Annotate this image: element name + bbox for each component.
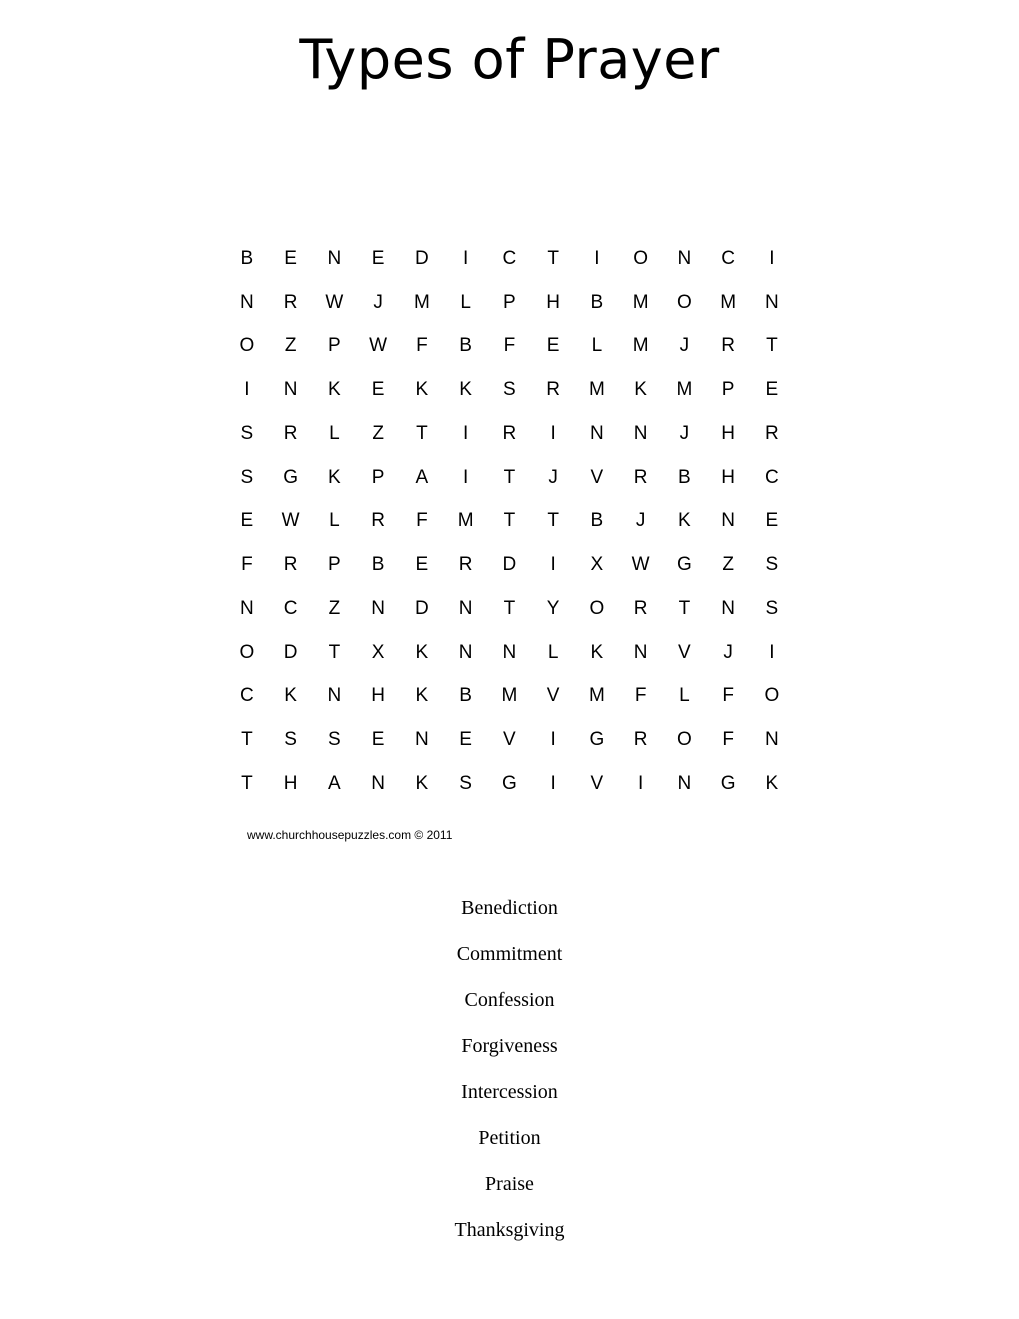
grid-letter: M <box>720 291 737 313</box>
grid-letter: V <box>678 641 691 663</box>
grid-letter: K <box>634 379 647 401</box>
grid-letter: L <box>329 422 340 444</box>
grid-letter: N <box>415 729 429 751</box>
grid-letter: I <box>550 554 556 576</box>
grid-letter: S <box>284 729 297 751</box>
grid-letter: C <box>502 247 517 269</box>
grid-letter: N <box>721 510 735 532</box>
grid-letter: V <box>546 685 560 707</box>
grid-letter: F <box>503 335 516 357</box>
grid-letter: G <box>676 554 692 576</box>
grid-letter: W <box>325 291 344 313</box>
grid-letter: J <box>679 422 690 444</box>
grid-letter: Z <box>722 554 734 576</box>
grid-letter: L <box>591 335 603 357</box>
grid-letter: H <box>283 772 298 794</box>
grid-letter: N <box>633 422 648 444</box>
grid-letter: M <box>632 291 649 313</box>
grid-letter: S <box>240 422 254 444</box>
grid-letter: N <box>371 772 385 794</box>
grid-letter: M <box>676 379 693 401</box>
grid-letter: J <box>679 335 690 357</box>
grid-letter: T <box>241 772 253 794</box>
grid-letter: C <box>721 247 735 269</box>
grid-letter: L <box>460 291 471 313</box>
word-list-item: Praise <box>485 1173 534 1195</box>
grid-letter: J <box>723 641 733 663</box>
grid-letter: T <box>547 247 559 269</box>
word-list-item: Confession <box>464 989 555 1011</box>
grid-letter: I <box>769 641 775 663</box>
grid-letter: N <box>502 641 517 663</box>
grid-letter: V <box>590 772 604 794</box>
grid-letter: X <box>590 554 604 576</box>
grid-letter: T <box>678 597 691 619</box>
grid-letter: N <box>677 247 692 269</box>
grid-letter: S <box>240 466 254 488</box>
grid-letter: R <box>283 291 298 313</box>
grid-letter: Z <box>328 597 341 619</box>
grid-letter: G <box>283 466 299 488</box>
grid-letter: L <box>329 510 340 532</box>
grid-letter: S <box>503 379 516 401</box>
grid-letter: M <box>413 291 430 313</box>
grid-letter: E <box>415 554 429 576</box>
grid-letter: R <box>458 554 473 576</box>
grid-letter: P <box>371 466 385 488</box>
grid-letter: T <box>328 641 341 663</box>
grid-letter: L <box>547 641 559 663</box>
copyright-credit: www.churchhousepuzzles.com © 2011 <box>247 828 453 842</box>
grid-letter: E <box>546 335 560 357</box>
grid-letter: S <box>765 597 779 619</box>
grid-letter: I <box>462 466 469 488</box>
grid-letter: E <box>371 247 385 269</box>
grid-letter: M <box>501 685 518 707</box>
grid-letter: L <box>679 685 690 707</box>
grid-letter: E <box>284 247 297 269</box>
grid-letter: N <box>327 685 342 707</box>
grid-letter: B <box>678 466 691 488</box>
grid-letter: P <box>721 379 735 401</box>
grid-letter: E <box>240 510 254 532</box>
grid-letter: M <box>588 685 605 707</box>
grid-letter: K <box>328 466 341 488</box>
grid-letter: M <box>457 510 474 532</box>
grid-letter: G <box>589 729 605 751</box>
grid-letter: C <box>765 466 779 488</box>
grid-letter: T <box>766 335 778 357</box>
grid-letter: I <box>550 729 556 751</box>
grid-letter: H <box>721 422 735 444</box>
grid-letter: J <box>373 291 383 313</box>
grid-letter: O <box>239 335 255 357</box>
grid-letter: N <box>677 772 692 794</box>
grid-letter: E <box>371 729 385 751</box>
grid-letter: R <box>633 597 648 619</box>
grid-letter: N <box>240 597 254 619</box>
grid-letter: K <box>415 641 429 663</box>
word-list-item: Forgiveness <box>461 1035 558 1057</box>
word-list-item: Petition <box>478 1127 541 1149</box>
grid-letter: G <box>501 772 517 794</box>
grid-letter: M <box>588 379 605 401</box>
word-list-item: Intercession <box>461 1081 558 1103</box>
grid-letter: B <box>371 554 385 576</box>
grid-letter: K <box>459 379 472 401</box>
grid-letter: O <box>676 729 692 751</box>
grid-letter: T <box>241 729 253 751</box>
grid-letter: I <box>462 247 469 269</box>
grid-letter: R <box>765 422 779 444</box>
word-search-grid <box>225 237 795 806</box>
grid-letter: B <box>590 291 604 313</box>
grid-letter: I <box>462 422 469 444</box>
grid-letter: K <box>415 685 429 707</box>
grid-letter: T <box>503 597 516 619</box>
grid-letter: E <box>765 510 779 532</box>
grid-letter: I <box>594 247 600 269</box>
word-list-item: Commitment <box>456 943 563 965</box>
grid-letter: D <box>415 247 429 269</box>
grid-letter: Z <box>284 335 297 357</box>
word-list-item: Thanksgiving <box>454 1219 565 1241</box>
grid-letter: R <box>633 466 648 488</box>
grid-letter: X <box>371 641 385 663</box>
grid-letter: K <box>590 641 604 663</box>
grid-letter: K <box>678 510 691 532</box>
grid-letter: E <box>371 379 385 401</box>
grid-letter: B <box>240 247 254 269</box>
grid-letter: V <box>590 466 604 488</box>
grid-letter: R <box>546 379 560 401</box>
grid-letter: O <box>764 685 780 707</box>
grid-letter: O <box>676 291 692 313</box>
grid-letter: G <box>720 772 736 794</box>
grid-letter: N <box>371 597 385 619</box>
grid-letter: E <box>765 379 779 401</box>
grid-letter: V <box>503 729 516 751</box>
grid-letter: I <box>637 772 644 794</box>
grid-letter: D <box>283 641 298 663</box>
grid-letter: W <box>369 335 388 357</box>
grid-letter: T <box>416 422 428 444</box>
grid-letter: N <box>721 597 735 619</box>
grid-letter: S <box>459 772 472 794</box>
grid-letter: S <box>328 729 341 751</box>
page-title: Types of Prayer <box>299 28 720 91</box>
grid-letter: N <box>765 291 779 313</box>
grid-letter: N <box>283 379 298 401</box>
grid-letter: O <box>239 641 255 663</box>
grid-letter: N <box>458 641 473 663</box>
grid-letter: W <box>281 510 300 532</box>
grid-letter: N <box>327 247 342 269</box>
grid-letter: F <box>241 554 253 576</box>
grid-letter: B <box>459 685 472 707</box>
grid-letter: C <box>283 597 298 619</box>
grid-letter: D <box>502 554 517 576</box>
grid-letter: I <box>769 247 775 269</box>
word-list-item: Benediction <box>461 897 558 919</box>
grid-letter: C <box>240 685 254 707</box>
grid-letter: Z <box>372 422 384 444</box>
grid-letter: W <box>631 554 650 576</box>
grid-letter: K <box>415 772 429 794</box>
grid-letter: K <box>765 772 779 794</box>
grid-letter: A <box>415 466 429 488</box>
grid-letter: H <box>721 466 735 488</box>
grid-letter: F <box>416 510 428 532</box>
grid-letter: I <box>244 379 250 401</box>
grid-letter: R <box>721 335 735 357</box>
grid-letter: P <box>328 335 341 357</box>
grid-letter: N <box>590 422 604 444</box>
grid-letter: F <box>416 335 428 357</box>
grid-letter: R <box>283 422 298 444</box>
grid-letter: J <box>635 510 646 532</box>
grid-letter: O <box>633 247 649 269</box>
grid-letter: Y <box>546 597 560 619</box>
grid-letter: T <box>503 466 516 488</box>
grid-letter: J <box>548 466 558 488</box>
grid-letter: H <box>546 291 560 313</box>
grid-letter: N <box>240 291 254 313</box>
grid-letter: R <box>502 422 517 444</box>
grid-letter: B <box>590 510 604 532</box>
grid-letter: M <box>632 335 649 357</box>
grid-letter: F <box>722 685 734 707</box>
grid-letter: I <box>550 772 556 794</box>
grid-letter: P <box>503 291 516 313</box>
grid-letter: F <box>722 729 734 751</box>
grid-letter: B <box>459 335 472 357</box>
grid-letter: P <box>328 554 341 576</box>
grid-letter: T <box>503 510 516 532</box>
grid-letter: E <box>459 729 472 751</box>
grid-letter: H <box>371 685 385 707</box>
grid-letter: R <box>633 729 648 751</box>
grid-letter: N <box>633 641 648 663</box>
grid-letter: O <box>589 597 605 619</box>
grid-letter: K <box>284 685 297 707</box>
grid-letter: F <box>634 685 647 707</box>
grid-letter: N <box>458 597 473 619</box>
grid-letter: T <box>547 510 559 532</box>
grid-letter: D <box>415 597 429 619</box>
grid-letter: K <box>415 379 429 401</box>
grid-letter: I <box>550 422 556 444</box>
grid-letter: R <box>371 510 385 532</box>
grid-letter: S <box>765 554 779 576</box>
word-list <box>0 885 1019 1253</box>
grid-letter: A <box>328 772 341 794</box>
grid-letter: R <box>283 554 298 576</box>
grid-letter: K <box>328 379 341 401</box>
grid-letter: N <box>765 729 779 751</box>
